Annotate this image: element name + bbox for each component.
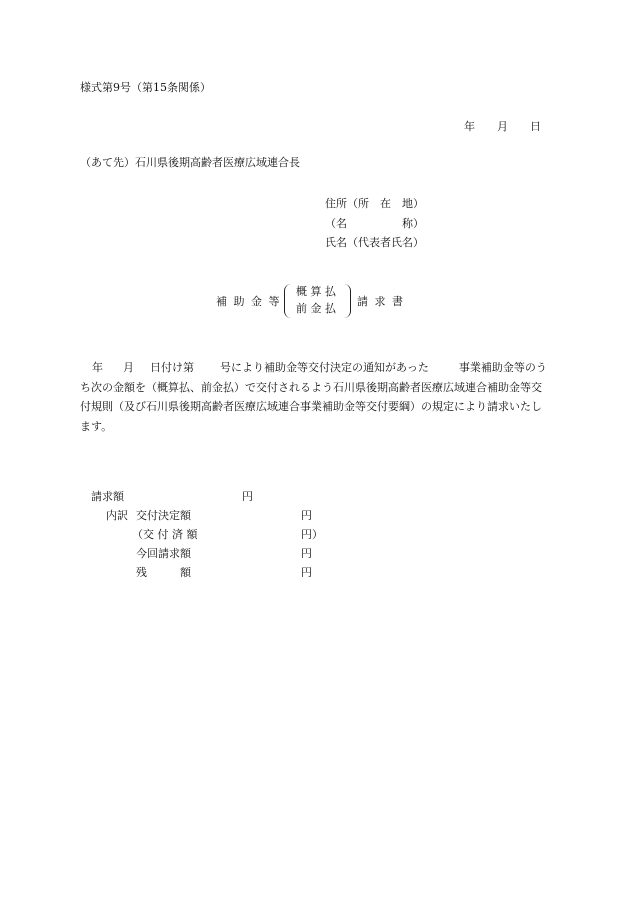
breakdown-item-name: 残 額 <box>136 566 191 579</box>
breakdown-item-yen: 円 <box>301 566 312 579</box>
form-number: 様式第9号（第15条関係） <box>80 81 211 94</box>
body-date-number: 日付け第 <box>150 361 194 374</box>
title-option-advance: 前金払 <box>296 302 340 315</box>
breakdown-label: 内訳 <box>106 509 128 522</box>
date-day: 日 <box>530 120 541 133</box>
date-line <box>464 121 541 132</box>
breakdown-item-yen: 円 <box>301 547 312 560</box>
breakdown-item-yen: 円） <box>301 528 323 541</box>
title-option-approximate: 概算払 <box>296 285 340 298</box>
request-amount-label: 請求額 <box>91 490 124 503</box>
body-year: 年 <box>92 361 103 374</box>
body-paragraph <box>80 358 550 436</box>
applicant-block <box>325 194 424 253</box>
breakdown-item-yen: 円 <box>301 509 312 522</box>
applicant-representative-label: 氏名（代表者氏名） <box>325 236 424 249</box>
applicant-name-label: （名 称） <box>325 216 424 230</box>
title-request: 請求書 <box>357 295 410 308</box>
addressee: （あて先）石川県後期高齢者医療広域連合長 <box>80 156 300 169</box>
date-month: 月 <box>497 120 508 133</box>
document-title <box>0 284 630 320</box>
left-brace <box>284 284 295 318</box>
applicant-address-label: 住所（所 在 地） <box>325 197 424 210</box>
request-amount-yen: 円 <box>242 490 253 503</box>
body-request-text: 事業補助金等のうち次の金額を（概算払、前金払）で交付されるよう石川県後期高齢者医療広域連合補助金等交付規則（及び石川県後期高齢者医療広域連合事業補助金等交付要綱）の規定により請求いたします。 <box>80 361 547 433</box>
right-brace <box>340 284 351 318</box>
breakdown-item-name: 今回請求額 <box>136 547 191 560</box>
breakdown-item-name: 交付決定額 <box>136 509 191 522</box>
body-month: 月 <box>123 361 134 374</box>
date-year: 年 <box>464 120 475 133</box>
body-notice-text: 号により補助金等交付決定の通知があった <box>220 361 429 374</box>
title-subsidy: 補助金等 <box>216 295 286 308</box>
breakdown-item-name: （交 付 済 額 <box>132 528 198 541</box>
